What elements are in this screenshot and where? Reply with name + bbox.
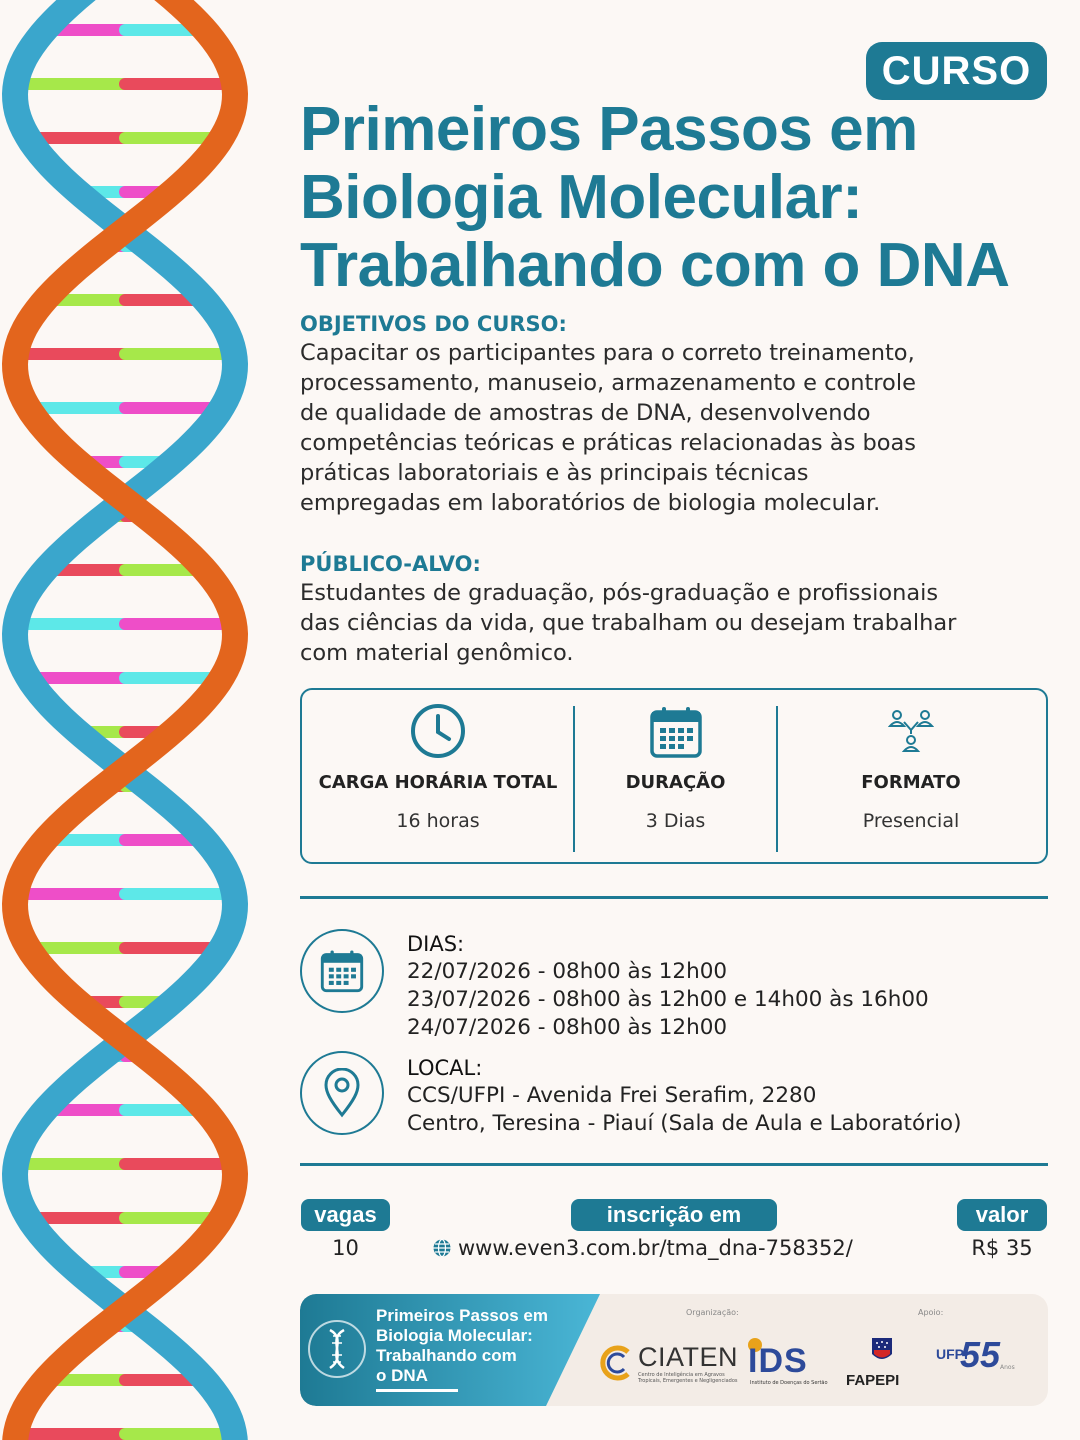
info-workload xyxy=(302,690,574,862)
ciaten-logo-icon xyxy=(598,1344,636,1382)
registration-link[interactable] xyxy=(432,1236,853,1260)
audience-line: Estudantes de graduação, pós-graduação e profissionais xyxy=(300,580,939,606)
info-label: FORMATO xyxy=(861,772,961,793)
calendar-icon xyxy=(319,948,365,994)
ciaten-subtitle-line: Centro de Inteligência em Agravos xyxy=(638,1372,725,1378)
footer-title-line: Biologia Molecular: xyxy=(376,1326,533,1345)
section-divider xyxy=(300,896,1048,899)
info-value: Presencial xyxy=(862,810,960,832)
globe-icon xyxy=(432,1238,452,1258)
vagas-value: 10 xyxy=(332,1236,359,1260)
people-network-icon xyxy=(888,708,934,756)
registration-url[interactable]: www.even3.com.br/tma_dna-758352/ xyxy=(458,1236,853,1260)
footer-banner xyxy=(300,1294,1048,1406)
support-label: Apoio: xyxy=(918,1308,944,1317)
dna-helix-illustration xyxy=(0,0,260,1440)
day-line: 22/07/2026 - 08h00 às 12h00 xyxy=(407,959,728,984)
price-value: R$ 35 xyxy=(971,1236,1033,1260)
location-list xyxy=(407,1082,961,1138)
organization-label: Organização: xyxy=(686,1308,739,1317)
day-line: 24/07/2026 - 08h00 às 12h00 xyxy=(407,1015,728,1040)
objectives-text xyxy=(300,338,1060,518)
days-list xyxy=(407,958,929,1042)
objectives-line: processamento, manuseio, armazenamento e controle xyxy=(300,370,916,396)
ciaten-subtitle xyxy=(638,1372,738,1384)
footer-title-line: o DNA xyxy=(376,1366,428,1385)
section-divider xyxy=(300,1163,1048,1166)
info-value: 16 horas xyxy=(396,810,480,832)
registration-label: inscrição em xyxy=(571,1199,777,1231)
objectives-line: empregadas em laboratórios de biologia molecular. xyxy=(300,490,881,516)
course-badge: CURSO xyxy=(866,42,1047,100)
location-heading: LOCAL: xyxy=(407,1056,483,1080)
fapepi-emblem-icon xyxy=(870,1336,894,1366)
objectives-line: competências teóricas e práticas relacionadas às boas xyxy=(300,430,917,456)
clock-icon xyxy=(409,702,467,760)
price-label: valor xyxy=(957,1199,1047,1231)
ciaten-logo-text: CIATEN xyxy=(638,1342,739,1372)
calendar-icon xyxy=(648,704,704,760)
day-line: 23/07/2026 - 08h00 às 12h00 e 14h00 às 16h00 xyxy=(407,987,929,1012)
info-value: 3 Dias xyxy=(645,810,706,832)
course-title xyxy=(300,95,1010,300)
location-icon-circle xyxy=(300,1051,384,1135)
audience-heading: PÚBLICO-ALVO: xyxy=(300,552,481,576)
fapepi-logo-text: FAPEPI xyxy=(846,1372,900,1389)
audience-text xyxy=(300,578,1060,668)
audience-line: das ciências da vida, que trabalham ou desejam trabalhar xyxy=(300,610,957,636)
ufpi-anniversary-number: 55 xyxy=(960,1334,1001,1375)
info-format xyxy=(777,690,1045,862)
title-line: Primeiros Passos em xyxy=(300,95,918,164)
info-label: CARGA HORÁRIA TOTAL xyxy=(318,772,558,793)
location-line: CCS/UFPI - Avenida Frei Serafim, 2280 xyxy=(407,1083,817,1108)
location-pin-icon xyxy=(322,1068,362,1118)
info-label: DURAÇÃO xyxy=(625,772,726,793)
location-line: Centro, Teresina - Piauí (Sala de Aula e Laboratório) xyxy=(407,1111,962,1136)
footer-course-title xyxy=(376,1306,548,1386)
course-info-box xyxy=(300,688,1048,864)
ciaten-subtitle-line: Tropicais, Emergentes e Negligenciados xyxy=(638,1378,738,1384)
audience-line: com material genômico. xyxy=(300,640,574,666)
objectives-heading: OBJETIVOS DO CURSO: xyxy=(300,312,567,336)
footer-underline xyxy=(376,1389,458,1392)
objectives-line: Capacitar os participantes para o correto treinamento, xyxy=(300,340,915,366)
info-duration xyxy=(574,690,777,862)
title-line: Biologia Molecular: xyxy=(300,163,863,232)
days-icon-circle xyxy=(300,929,384,1013)
ufpi-anniversary-label: Anos xyxy=(1000,1364,1015,1371)
vagas-label: vagas xyxy=(301,1199,390,1231)
dna-logo-icon xyxy=(308,1320,366,1378)
objectives-line: práticas laboratoriais e às principais técnicas xyxy=(300,460,809,486)
title-line: Trabalhando com o DNA xyxy=(300,231,1010,300)
footer-title-line: Primeiros Passos em xyxy=(376,1306,548,1325)
days-heading: DIAS: xyxy=(407,932,465,956)
ids-subtitle: Instituto de Doenças do Sertão xyxy=(750,1380,828,1386)
ids-logo-text: IDS xyxy=(748,1342,808,1380)
objectives-line: de qualidade de amostras de DNA, desenvolvendo xyxy=(300,400,871,426)
footer-title-line: Trabalhando com xyxy=(376,1346,517,1365)
ufpi-logo-text: UFPI xyxy=(936,1346,968,1362)
